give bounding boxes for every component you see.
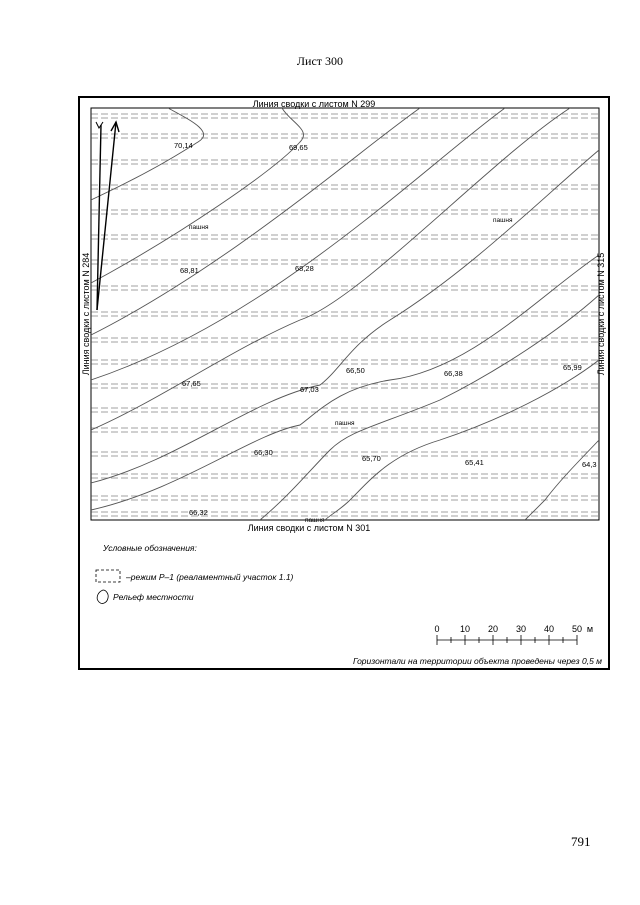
- zone-grid: [91, 114, 599, 516]
- elevation-label: 66,38: [444, 369, 463, 378]
- zone-rect-icon: [96, 570, 120, 582]
- elevation-label: 68,81: [180, 266, 199, 275]
- elevation-label: 67,03: [300, 385, 319, 394]
- scale-bar: [437, 635, 577, 645]
- scale-tick-label: 40: [543, 624, 555, 634]
- elevation-label: 65,41: [465, 458, 484, 467]
- elevation-label: 67,65: [182, 379, 201, 388]
- elevation-label: 66,30: [254, 448, 273, 457]
- scale-tick-label: 20: [487, 624, 499, 634]
- land-label: пашня: [493, 217, 513, 224]
- land-label: пашня: [305, 517, 325, 524]
- elevation-label: 65,99: [563, 363, 582, 372]
- legend-title: Условные обозначения:: [103, 543, 197, 553]
- land-label: пашня: [189, 224, 209, 231]
- elevation-label: 64,3: [582, 460, 597, 469]
- elevation-label: 65,70: [362, 454, 381, 463]
- page-number: 791: [571, 834, 591, 849]
- match-line-right: Линия сводки с листом N 315: [596, 252, 606, 376]
- legend-label-zone: –режим Р–1 (реаламентный участок 1.1): [126, 572, 294, 582]
- elevation-label: 66,50: [346, 366, 365, 375]
- relief-icon: [97, 590, 108, 603]
- land-label: пашня: [335, 420, 355, 427]
- scale-tick-label: 50: [571, 624, 583, 634]
- sheet-title: Лист 300: [296, 54, 344, 68]
- elevation-label: 70,14: [174, 141, 193, 150]
- scale-unit: м: [586, 624, 594, 634]
- contour-interval-note: Горизонтали на территории объекта проведены через 0,5 м: [352, 656, 602, 666]
- match-line-top: Линия сводки с листом N 299: [252, 99, 376, 109]
- scale-tick-label: 30: [515, 624, 527, 634]
- scale-tick-label: 10: [459, 624, 471, 634]
- legend-label-relief: Рельеф местности: [113, 592, 194, 602]
- scale-tick-label: 0: [434, 624, 440, 634]
- north-arrow-icon: [96, 122, 119, 310]
- map-area-border: [91, 108, 599, 520]
- contour-lines: [91, 108, 599, 520]
- match-line-left: Линия сводки с листом N 284: [81, 252, 91, 376]
- match-line-bottom: Линия сводки с листом N 301: [247, 523, 371, 533]
- elevation-label: 66,32: [189, 508, 208, 517]
- elevation-label: 69,65: [289, 143, 308, 152]
- elevation-label: 68,28: [295, 264, 314, 273]
